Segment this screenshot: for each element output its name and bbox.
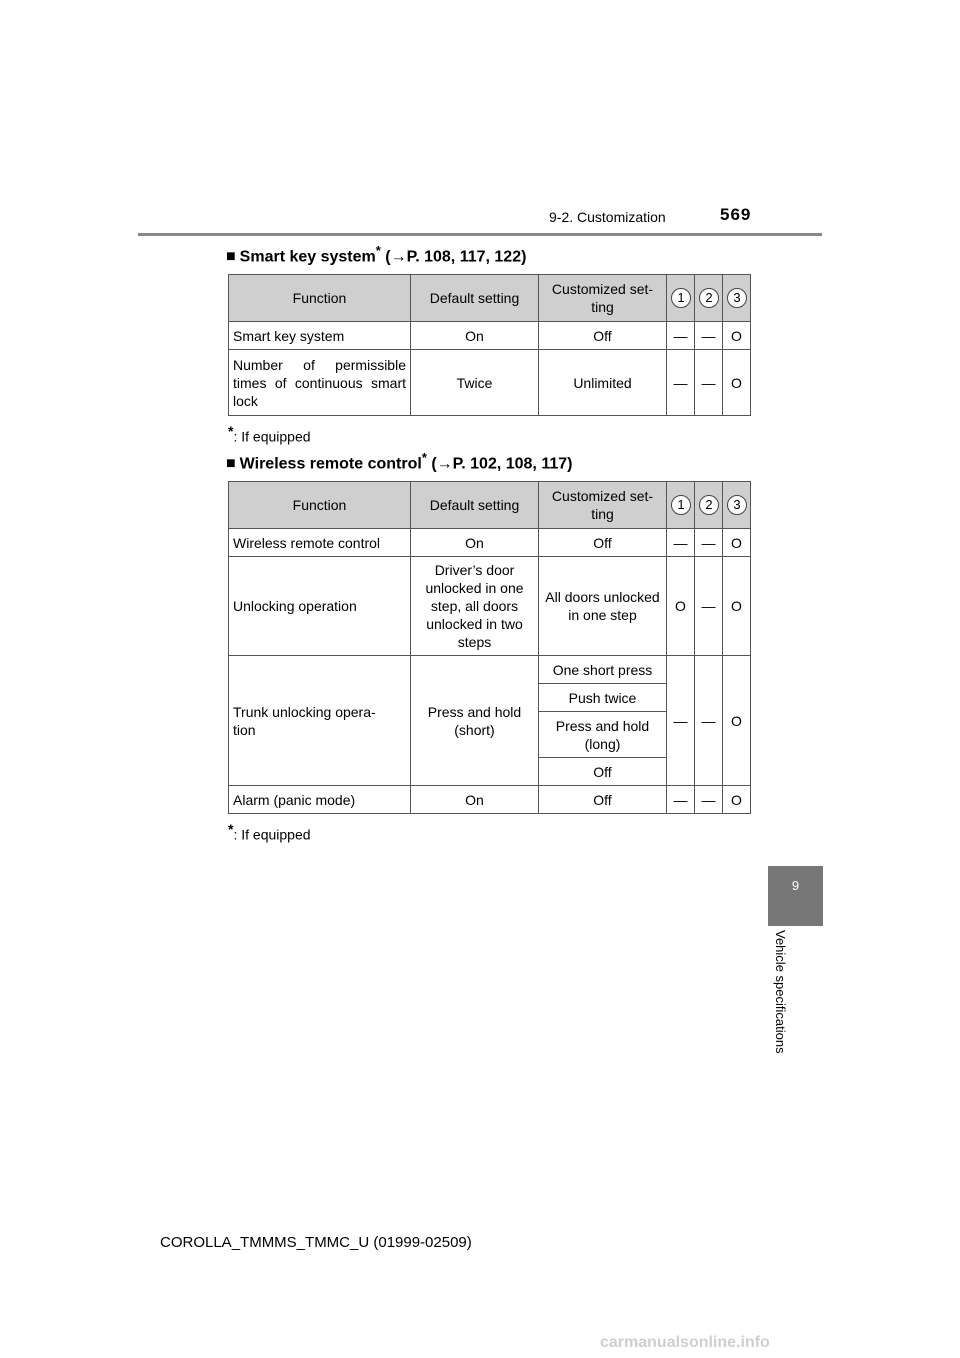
header-col-1 bbox=[667, 482, 695, 529]
footnote bbox=[228, 423, 311, 445]
header-default: Default setting bbox=[411, 275, 539, 322]
cell-function: Smart key system bbox=[229, 322, 411, 350]
cell-default: Twice bbox=[411, 350, 539, 416]
header-rule bbox=[138, 233, 822, 236]
footnote-text: : If equipped bbox=[233, 826, 311, 843]
cell-function: Unlocking operation bbox=[229, 557, 411, 656]
wireless-remote-table bbox=[228, 481, 751, 814]
table-row bbox=[229, 322, 751, 350]
section-heading-smart-key bbox=[226, 243, 526, 266]
cell-customized: Unlimited bbox=[539, 350, 667, 416]
header-col-3 bbox=[723, 482, 751, 529]
asterisk-mark: * bbox=[421, 450, 427, 465]
circled-number-1: 1 bbox=[671, 288, 691, 308]
cell-default: On bbox=[411, 529, 539, 557]
circled-number-2: 2 bbox=[699, 288, 719, 308]
cell-col-3: O bbox=[723, 322, 751, 350]
circled-number-3: 3 bbox=[727, 495, 747, 515]
circled-number-1: 1 bbox=[671, 495, 691, 515]
circled-number-2: 2 bbox=[699, 495, 719, 515]
table-header-row bbox=[229, 275, 751, 322]
cell-col-1: — bbox=[667, 529, 695, 557]
cell-customized: Press and hold (long) bbox=[539, 712, 667, 758]
chapter-label bbox=[768, 930, 788, 1070]
cell-customized: All doors unlocked in one step bbox=[539, 557, 667, 656]
cell-function: Wireless remote control bbox=[229, 529, 411, 557]
footer-doc-code: COROLLA_TMMMS_TMMC_U (01999-02509) bbox=[160, 1234, 472, 1251]
asterisk-mark: * bbox=[375, 243, 381, 258]
footnote-asterisk: * bbox=[228, 423, 234, 439]
section-title: Wireless remote control bbox=[239, 455, 422, 473]
cell-col-2: — bbox=[695, 350, 723, 416]
square-bullet-icon: ■ bbox=[226, 455, 236, 473]
watermark: carmanualsonline.info bbox=[600, 1334, 770, 1351]
cell-col-2: — bbox=[695, 656, 723, 786]
footnote-asterisk: * bbox=[228, 821, 234, 837]
cell-customized: One short press bbox=[539, 656, 667, 684]
section-reference: (→P. 102, 108, 117) bbox=[426, 455, 573, 473]
header-section-title: 9-2. Customization bbox=[549, 209, 666, 225]
cell-col-1: — bbox=[667, 350, 695, 416]
cell-col-3: O bbox=[723, 529, 751, 557]
cell-col-2: — bbox=[695, 529, 723, 557]
cell-col-3: O bbox=[723, 350, 751, 416]
cell-col-2: — bbox=[695, 322, 723, 350]
header-col-3 bbox=[723, 275, 751, 322]
chapter-number: 9 bbox=[791, 878, 800, 893]
header-default: Default setting bbox=[411, 482, 539, 529]
circled-number-3: 3 bbox=[727, 288, 747, 308]
cell-default: On bbox=[411, 322, 539, 350]
cell-customized: Off bbox=[539, 529, 667, 557]
cell-col-1: O bbox=[667, 557, 695, 656]
cell-default: Driver’s door unlocked in one step, all doors unlocked in two steps bbox=[411, 557, 539, 656]
cell-function: Number of permissible times of continuous smart lock bbox=[229, 350, 411, 416]
cell-col-2: — bbox=[695, 557, 723, 656]
cell-col-3: O bbox=[723, 557, 751, 656]
section-heading-wireless-remote bbox=[226, 450, 572, 473]
header-col-1 bbox=[667, 275, 695, 322]
square-bullet-icon: ■ bbox=[226, 248, 236, 266]
chapter-tab bbox=[768, 866, 823, 926]
cell-customized: Off bbox=[539, 322, 667, 350]
section-title: Smart key system bbox=[239, 248, 376, 266]
cell-col-1: — bbox=[667, 322, 695, 350]
chapter-label-text: Vehicle specifications bbox=[773, 930, 788, 1054]
footnote bbox=[228, 821, 311, 843]
table-row bbox=[229, 557, 751, 656]
header-function: Function bbox=[229, 275, 411, 322]
header-customized: Customized set- ting bbox=[539, 482, 667, 529]
cell-customized: Push twice bbox=[539, 684, 667, 712]
section-reference: (→P. 108, 117, 122) bbox=[380, 248, 527, 266]
table-row bbox=[229, 529, 751, 557]
cell-col-3: O bbox=[723, 656, 751, 786]
header-customized: Customized set- ting bbox=[539, 275, 667, 322]
cell-customized: Off bbox=[539, 758, 667, 786]
cell-default: On bbox=[411, 786, 539, 814]
smart-key-table bbox=[228, 274, 751, 416]
cell-col-1: — bbox=[667, 786, 695, 814]
cell-col-3: O bbox=[723, 786, 751, 814]
table-row bbox=[229, 350, 751, 416]
cell-default: Press and hold (short) bbox=[411, 656, 539, 786]
cell-function: Trunk unlocking opera- tion bbox=[229, 656, 411, 786]
page-number: 569 bbox=[720, 205, 752, 224]
table-row bbox=[229, 786, 751, 814]
table-header-row bbox=[229, 482, 751, 529]
header-col-2 bbox=[695, 275, 723, 322]
cell-col-2: — bbox=[695, 786, 723, 814]
table-row bbox=[229, 656, 751, 684]
cell-customized: Off bbox=[539, 786, 667, 814]
cell-function: Alarm (panic mode) bbox=[229, 786, 411, 814]
header-function: Function bbox=[229, 482, 411, 529]
cell-col-1: — bbox=[667, 656, 695, 786]
footnote-text: : If equipped bbox=[233, 428, 311, 445]
header-col-2 bbox=[695, 482, 723, 529]
